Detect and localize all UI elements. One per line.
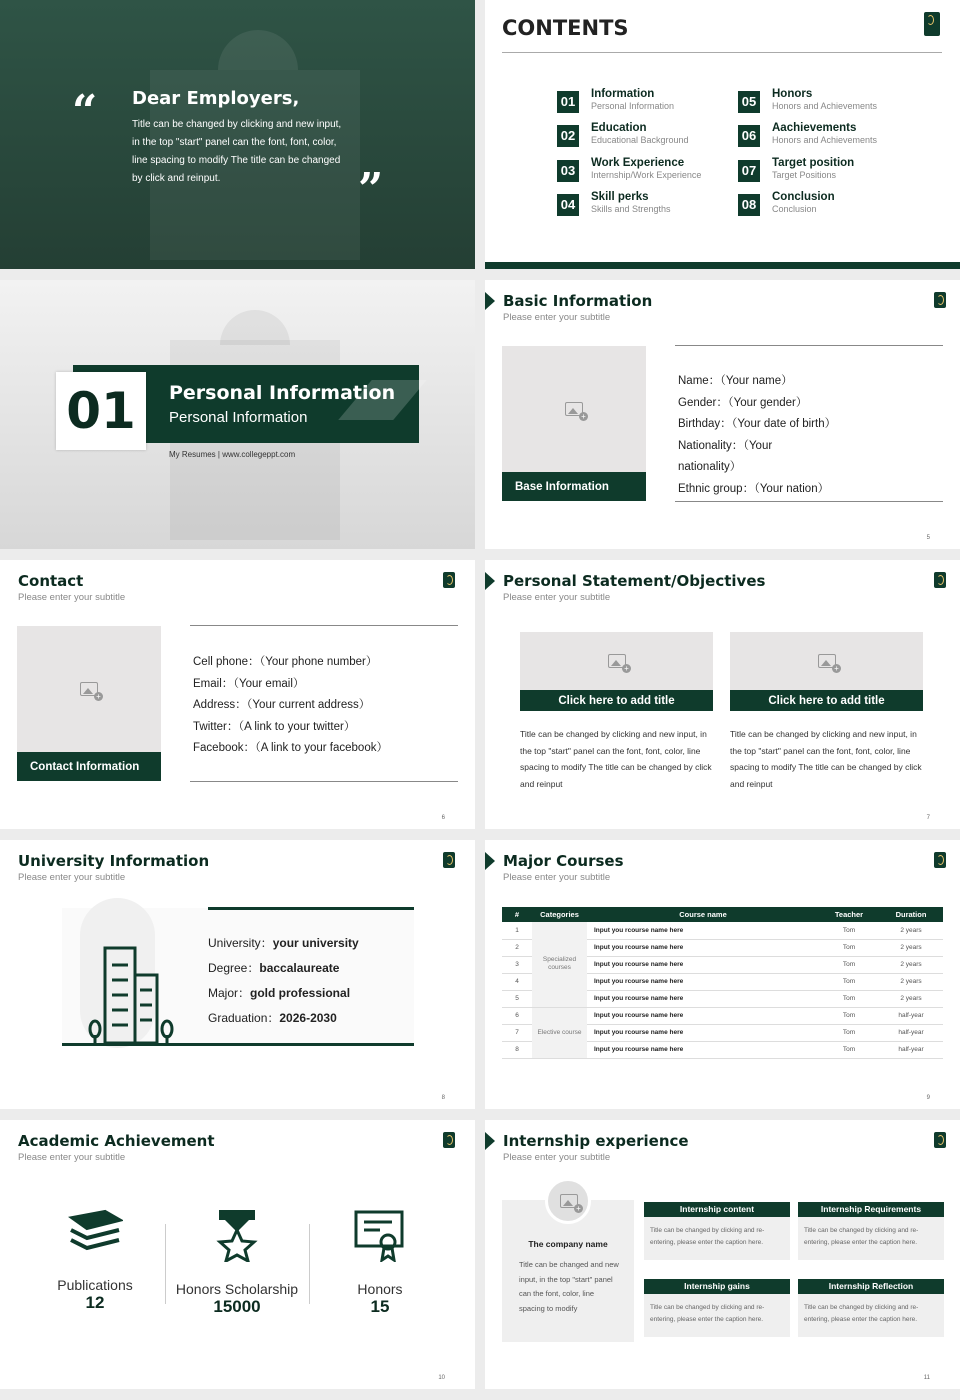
item-number: 04 [557, 194, 579, 216]
box-text: Title can be changed by clicking and re-entering, please enter the caption here. [804, 1304, 919, 1323]
info-lines [678, 371, 836, 500]
achievement-label: Publications [57, 1277, 133, 1293]
divider [675, 501, 943, 502]
info-line: Address：（Your current address） [193, 699, 371, 711]
courses-table [502, 907, 943, 1059]
slide-header [18, 852, 209, 883]
cell-duration: 2 years [879, 990, 943, 1007]
item-subtitle: Honors and Achievements [772, 135, 878, 145]
baseline [62, 1043, 414, 1046]
item-title: Aachievements [772, 122, 857, 134]
box-title: Internship content [644, 1202, 790, 1217]
cell-teacher: Tom [819, 922, 879, 939]
slide-subtitle: Please enter your subtitle [18, 592, 126, 603]
item-subtitle: Internship/Work Experience [591, 170, 702, 180]
achievement-value: 12 [85, 1293, 105, 1312]
close-quote-icon: ” [358, 164, 384, 215]
photo-label: Base Information [502, 472, 646, 501]
image-icon [565, 402, 583, 416]
achievement-item [172, 1208, 302, 1317]
section-url: My Resumes | www.collegeppt.com [169, 450, 296, 459]
item-subtitle: Skills and Strengths [591, 204, 671, 214]
item-title: Information [591, 88, 655, 100]
achievement-label: Honors [357, 1281, 403, 1297]
slide-header [503, 572, 765, 603]
cell-category: Elective course [532, 1007, 587, 1058]
cell-course: Input you rcourse name here [587, 1041, 819, 1058]
cell-num: 2 [502, 939, 532, 956]
section-title: Personal Information [169, 382, 396, 404]
item-number: 02 [557, 125, 579, 147]
item-number: 01 [557, 91, 579, 113]
col-header: Duration [879, 907, 943, 922]
col-header: Categories [532, 907, 587, 922]
info-line: Cell phone：（Your phone number） [193, 656, 378, 668]
slide-title: Major Courses [503, 852, 624, 870]
star-medal-icon [215, 1208, 259, 1262]
row-label: Degree： [208, 961, 260, 975]
card-title[interactable]: Click here to add title [730, 690, 923, 711]
info-line: Birthday：（Your date of birth） [678, 418, 837, 430]
college-logo-icon [924, 12, 940, 36]
cell-num: 8 [502, 1041, 532, 1058]
image-icon [80, 682, 98, 696]
university-info [208, 931, 359, 1031]
item-subtitle: Honors and Achievements [772, 101, 878, 111]
cell-duration: 2 years [879, 956, 943, 973]
item-title: Education [591, 122, 647, 134]
info-line: Twitter：（A link to your twitter） [193, 720, 356, 733]
cell-num: 5 [502, 990, 532, 1007]
page-number: 8 [441, 1095, 445, 1101]
divider [165, 1224, 166, 1304]
box-text: Title can be changed by clicking and re-entering, please enter the caption here. [804, 1227, 919, 1246]
item-title: Skill perks [591, 191, 649, 203]
internship-box [798, 1202, 944, 1260]
bottom-bar [485, 262, 960, 269]
slide-header [503, 852, 624, 883]
slide-cover[interactable] [0, 0, 475, 269]
cell-teacher: Tom [819, 956, 879, 973]
info-line: Facebook：（A link to your facebook） [193, 742, 388, 754]
cell-num: 3 [502, 956, 532, 973]
photo-placeholder[interactable] [17, 626, 161, 752]
box-text: Title can be changed by clicking and re-entering, please enter the caption here. [650, 1304, 765, 1323]
achievement-label: Honors Scholarship [175, 1281, 299, 1297]
slide-internship[interactable] [485, 1120, 960, 1389]
image-icon [818, 654, 836, 668]
col-header: Course name [587, 907, 819, 922]
cell-teacher: Tom [819, 1024, 879, 1041]
item-number: 08 [738, 194, 760, 216]
building-icon [85, 945, 180, 1045]
item-number: 05 [738, 91, 760, 113]
slide-header [18, 1132, 215, 1163]
college-logo-icon [443, 852, 455, 868]
college-logo-icon [443, 1132, 455, 1148]
title-marker-icon [485, 1132, 495, 1150]
books-icon [67, 1208, 123, 1258]
section-number: 01 [56, 372, 146, 450]
cover-body: Title can be changed by clicking and new input, in the top "start" panel can the font, font, color, line spacing to modify The title can be changed by click and reinput. [132, 119, 342, 184]
cell-duration: 2 years [879, 973, 943, 990]
info-lines [193, 652, 388, 760]
cell-num: 7 [502, 1024, 532, 1041]
cell-num: 4 [502, 973, 532, 990]
row-value: your university [272, 936, 359, 950]
cell-num: 1 [502, 922, 532, 939]
open-quote-icon: “ [72, 86, 98, 137]
row-value: baccalaureate [259, 961, 340, 975]
slide-subtitle: Please enter your subtitle [503, 592, 611, 603]
divider [502, 52, 942, 53]
slide-university[interactable] [0, 840, 475, 1109]
slide-title: Internship experience [503, 1132, 689, 1150]
college-logo-icon [934, 292, 946, 308]
info-line: Ethnic group：（Your nation） [678, 482, 830, 495]
image-icon [560, 1194, 578, 1208]
cell-teacher: Tom [819, 939, 879, 956]
title-marker-icon [485, 852, 495, 870]
achievement-item [30, 1208, 160, 1313]
cell-course: Input you rcourse name here [587, 990, 819, 1007]
company-name: The company name [528, 1239, 608, 1249]
box-title: Internship gains [644, 1279, 790, 1294]
achievement-value: 15000 [213, 1297, 261, 1316]
internship-box [644, 1202, 790, 1260]
title-marker-icon [485, 572, 495, 590]
slide-subtitle: Please enter your subtitle [503, 312, 611, 323]
section-subtitle: Personal Information [169, 409, 308, 426]
cell-course: Input you rcourse name here [587, 1024, 819, 1041]
slide-subtitle: Please enter your subtitle [503, 872, 611, 883]
box-title: Internship Reflection [798, 1279, 944, 1294]
photo-label: Contact Information [17, 752, 161, 781]
info-line: Email：（Your email） [193, 677, 305, 690]
item-subtitle: Target Positions [772, 170, 837, 180]
box-text: Title can be changed by clicking and re-entering, please enter the caption here. [650, 1227, 765, 1246]
company-avatar[interactable] [545, 1178, 591, 1224]
item-title: Conclusion [772, 191, 835, 203]
row-value: 2026-2030 [279, 1011, 337, 1025]
row-label: Graduation： [208, 1011, 280, 1025]
slide-title: Basic Information [503, 292, 653, 310]
item-title: Target position [772, 157, 855, 169]
page-number: 7 [926, 815, 930, 821]
item-number: 03 [557, 160, 579, 182]
cell-duration: half-year [879, 1041, 943, 1058]
info-line: Name：（Your name） [678, 375, 793, 387]
page-number: 10 [438, 1375, 445, 1381]
cell-duration: half-year [879, 1007, 943, 1024]
cell-course: Input you rcourse name here [587, 1007, 819, 1024]
slide-courses[interactable] [485, 840, 960, 1109]
achievement-value: 15 [370, 1297, 390, 1316]
box-title: Internship Requirements [798, 1202, 944, 1217]
college-logo-icon [443, 572, 455, 588]
cell-duration: half-year [879, 1024, 943, 1041]
info-line: Nationality：（Your [678, 439, 773, 452]
cell-duration: 2 years [879, 939, 943, 956]
cell-course: Input you rcourse name here [587, 939, 819, 956]
college-logo-icon [934, 1132, 946, 1148]
item-subtitle: Educational Background [591, 135, 689, 145]
slide-header [18, 572, 125, 603]
cell-num: 6 [502, 1007, 532, 1024]
slide-title: Personal Statement/Objectives [503, 572, 766, 590]
info-line: nationality） [678, 461, 742, 473]
page-number: 9 [926, 1095, 930, 1101]
slide-contact[interactable] [0, 560, 475, 829]
topline [208, 907, 414, 910]
divider [190, 625, 458, 626]
card-text: Title can be changed by clicking and new input, in the top "start" panel can the font, font, color, line spacing to modify The title can be changed by click and reinput [520, 729, 712, 789]
card-title[interactable]: Click here to add title [520, 690, 713, 711]
slide-subtitle: Please enter your subtitle [18, 1152, 126, 1163]
row-label: University： [208, 936, 273, 950]
item-number: 06 [738, 125, 760, 147]
cell-course: Input you rcourse name here [587, 956, 819, 973]
page-number: 5 [926, 535, 930, 541]
item-number: 07 [738, 160, 760, 182]
slide-academic[interactable] [0, 1120, 475, 1389]
divider [190, 781, 458, 782]
item-subtitle: Conclusion [772, 204, 817, 214]
table-row[interactable] [502, 922, 943, 939]
page-number: 11 [923, 1375, 930, 1381]
slide-subtitle: Please enter your subtitle [18, 872, 126, 883]
row-label: Major： [208, 986, 251, 1000]
cover-heading: Dear Employers, [132, 88, 300, 109]
cell-duration: 2 years [879, 922, 943, 939]
slide-header [503, 1132, 689, 1163]
title-marker-icon [485, 292, 495, 310]
col-header: # [502, 907, 532, 922]
item-subtitle: Personal Information [591, 101, 675, 111]
cell-course: Input you rcourse name here [587, 973, 819, 990]
photo-placeholder[interactable] [520, 632, 713, 690]
slide-title: Academic Achievement [18, 1132, 215, 1150]
slide-basic-info[interactable] [485, 280, 960, 549]
cell-course: Input you rcourse name here [587, 922, 819, 939]
table-row[interactable] [502, 1007, 943, 1024]
table-header [502, 907, 943, 922]
cell-teacher: Tom [819, 990, 879, 1007]
page-number: 6 [441, 815, 445, 821]
slide-statement[interactable] [485, 560, 960, 829]
divider [675, 345, 943, 346]
row-value: gold professional [250, 986, 351, 1000]
slide-header [503, 292, 652, 323]
internship-box [798, 1279, 944, 1337]
col-header: Teacher [819, 907, 879, 922]
photo-placeholder[interactable] [730, 632, 923, 690]
cell-teacher: Tom [819, 973, 879, 990]
divider [309, 1224, 310, 1304]
info-line: Gender：（Your gender） [678, 396, 808, 409]
photo-placeholder[interactable] [502, 346, 646, 472]
item-title: Work Experience [591, 157, 685, 169]
slide-title: University Information [18, 852, 210, 870]
college-logo-icon [934, 572, 946, 588]
cell-teacher: Tom [819, 1041, 879, 1058]
contents-title: CONTENTS [502, 16, 629, 40]
card-text: Title can be changed by clicking and new input, in the top "start" panel can the font, font, color, line spacing to modify The title can be changed by click and reinput [730, 729, 922, 789]
achievement-item [315, 1208, 445, 1317]
college-logo-icon [934, 852, 946, 868]
slide-title: Contact [18, 572, 84, 590]
certificate-icon [354, 1208, 406, 1262]
slide-contents[interactable] [485, 0, 960, 269]
slide-subtitle: Please enter your subtitle [503, 1152, 611, 1163]
slide-section[interactable] [0, 280, 475, 549]
internship-box [644, 1279, 790, 1337]
company-text: Title can be changed and new input, in the top "start" panel can the font, color, line spacing to modify [519, 1260, 619, 1313]
cell-category: Specialized courses [532, 922, 587, 1007]
item-title: Honors [772, 88, 813, 100]
image-icon [608, 654, 626, 668]
cell-teacher: Tom [819, 1007, 879, 1024]
